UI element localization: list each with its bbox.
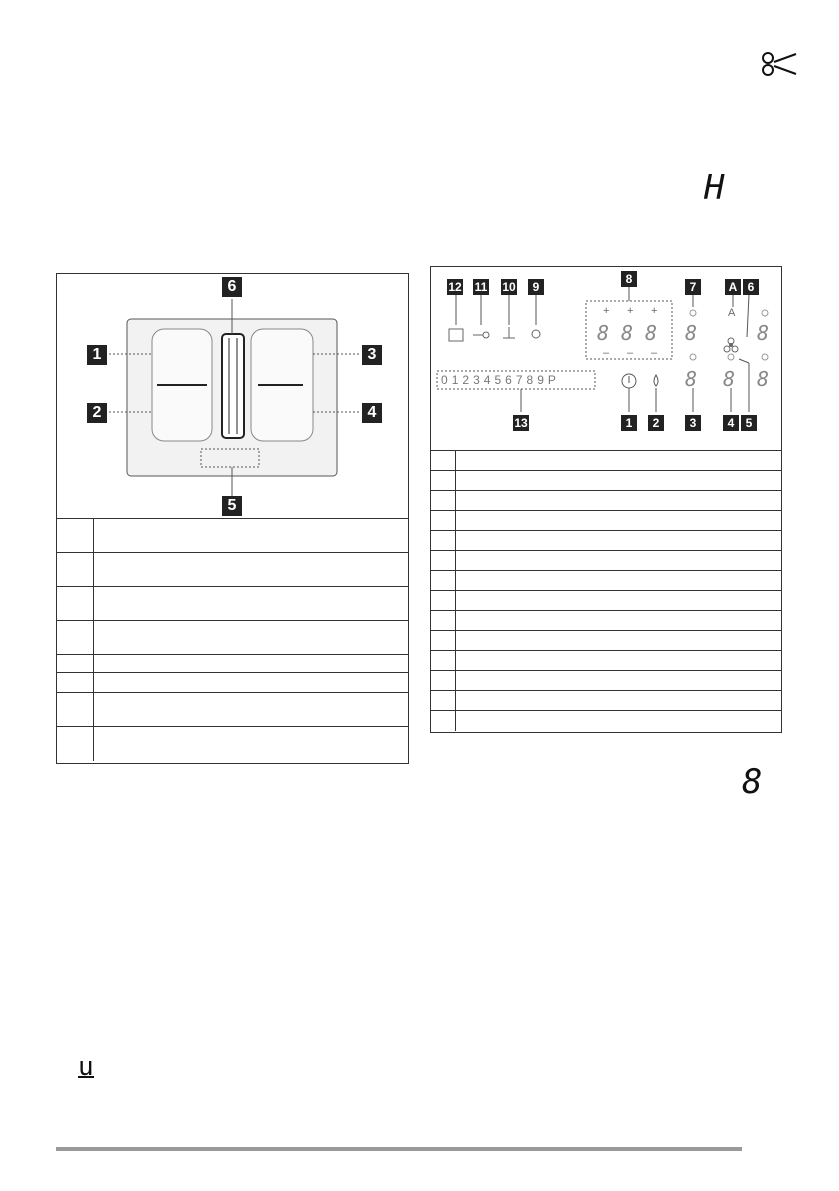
table-row	[57, 621, 408, 655]
table-row	[431, 651, 781, 671]
callout-1: 1	[87, 345, 107, 365]
callout-6: 6	[743, 279, 759, 295]
display-symbol-h: H	[704, 168, 725, 208]
control-panel-table	[431, 450, 781, 731]
hob-parts-table	[57, 518, 408, 761]
table-row	[57, 587, 408, 621]
hob-illustration	[57, 274, 408, 518]
display-symbol-8: 8	[742, 762, 763, 802]
callout-9: 9	[528, 279, 544, 295]
segment-digit: 8	[685, 367, 698, 391]
minus-sign-2: –	[627, 347, 634, 359]
table-row	[431, 571, 781, 591]
callout-6: 6	[222, 277, 242, 297]
callout-4: 4	[723, 415, 739, 431]
table-row	[431, 631, 781, 651]
callout-11: 11	[474, 280, 488, 294]
table-row	[57, 553, 408, 587]
display-symbol-u: u	[78, 1052, 94, 1082]
callout-12: 12	[448, 280, 462, 294]
callout-3: 3	[362, 345, 382, 365]
minus-sign-3: –	[651, 347, 658, 359]
callout-5: 5	[222, 496, 242, 516]
table-row	[431, 711, 781, 731]
callout-a: A	[725, 279, 741, 295]
control-panel-diagram	[430, 266, 782, 733]
callout-5: 5	[741, 415, 757, 431]
callout-3: 3	[685, 415, 701, 431]
callout-8: 8	[621, 271, 637, 287]
table-row	[431, 531, 781, 551]
plus-sign-2: +	[627, 305, 634, 317]
scissors-icon	[760, 40, 800, 80]
table-row	[431, 671, 781, 691]
table-row	[57, 673, 408, 693]
segment-digit: 8	[685, 321, 698, 345]
segment-digit: 8	[757, 321, 770, 345]
segment-digit: 8	[597, 321, 610, 345]
table-row	[57, 727, 408, 761]
plus-sign-3: +	[651, 305, 658, 317]
table-row	[431, 551, 781, 571]
table-row	[431, 591, 781, 611]
segment-digit: 8	[621, 321, 634, 345]
callout-7: 7	[685, 279, 701, 295]
callout-10: 10	[502, 280, 516, 294]
table-row	[431, 691, 781, 711]
hob-overview-diagram	[56, 273, 409, 764]
segment-digit: 8	[757, 367, 770, 391]
segment-digit: 8	[723, 367, 736, 391]
plus-sign-1: +	[603, 305, 610, 317]
table-row	[431, 471, 781, 491]
table-row	[57, 519, 408, 553]
table-row	[431, 511, 781, 531]
callout-13: 13	[514, 416, 528, 430]
callout-4: 4	[362, 403, 382, 423]
minus-sign-1: –	[603, 347, 610, 359]
callout-2: 2	[648, 415, 664, 431]
table-row	[431, 491, 781, 511]
table-row	[431, 451, 781, 471]
auto-label: A	[728, 307, 736, 319]
table-row	[57, 693, 408, 727]
callout-2: 2	[87, 403, 107, 423]
table-row	[431, 611, 781, 631]
callout-1: 1	[621, 415, 637, 431]
table-row	[57, 655, 408, 673]
segment-digit: 8	[645, 321, 658, 345]
power-level-scale: 0123456789P	[441, 373, 560, 387]
footer-rule	[56, 1147, 742, 1151]
